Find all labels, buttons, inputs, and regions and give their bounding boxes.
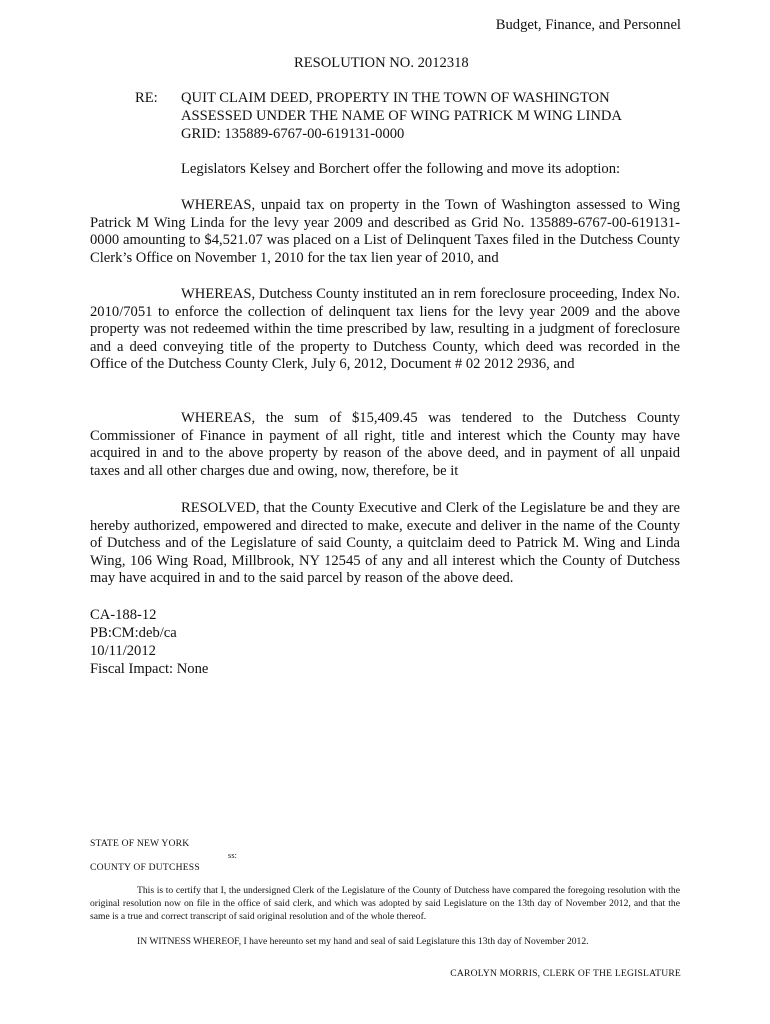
re-line-3: GRID: 135889-6767-00-619131-0000 [181,126,405,142]
cert-county: COUNTY OF DUTCHESS [90,862,200,873]
cert-ss: ss: [228,851,238,860]
whereas-paragraph-1: WHEREAS, unpaid tax on property in the Town of Washington assessed to Wing Patrick M Wing Linda for the levy year 2009 and described as Grid No. 135889-6767-00-619131-0000 amounting to $4,521.07 was placed on a List of Delinquent Taxes filed in the Dutchess County Clerk’s Office on November 1, 2010 for the tax lien year of 2010, and [90,197,680,266]
code-ca: CA-188-12 [90,607,157,623]
intro-line: Legislators Kelsey and Borchert offer the following and move its adoption: [181,161,621,177]
re-line-2: ASSESSED UNDER THE NAME OF WING PATRICK M WING LINDA [181,108,622,124]
re-label: RE: [135,90,158,106]
cert-witness: IN WITNESS WHEREOF, I have hereunto set my hand and seal of said Legislature this 13th day of November 2012. [137,936,589,947]
re-line-1: QUIT CLAIM DEED, PROPERTY IN THE TOWN OF WASHINGTON [181,90,610,106]
cert-text: This is to certify that I, the undersigned Clerk of the Legislature of the County of Dutchess have compared the foregoing resolution with the original resolution now on file in the office of said clerk, and which was adopted by said Legislature on the 13th day of November 2012, and that the same is a true and correct transcript of said original resolution and of the whole thereof. [90,885,680,922]
code-date: 10/11/2012 [90,643,156,659]
whereas-paragraph-2: WHEREAS, Dutchess County instituted an in rem foreclosure proceeding, Index No. 2010/7051 to enforce the collection of delinquent tax liens for the levy year 2009 and the above property was not redeemed within the time prescribed by law, resulting in a judgment of foreclosure and a deed conveying title of the property to Dutchess County, which deed was recorded in the Office of the Dutchess County Clerk, July 6, 2012, Document # 02 2012 2936, and [90,286,680,373]
committee-name: Budget, Finance, and Personnel [495,17,681,33]
clerk-signature: CAROLYN MORRIS, CLERK OF THE LEGISLATURE [450,968,681,979]
whereas-paragraph-3: WHEREAS, the sum of $15,409.45 was tendered to the Dutchess County Commissioner of Finance in payment of all right, title and interest which the County may have acquired in and to the above property by reason of the above deed, and in payment of all unpaid taxes and all other charges due and owing, now, therefore, be it [90,410,680,479]
resolution-number: RESOLUTION NO. 2012318 [294,55,469,71]
resolved-paragraph: RESOLVED, that the County Executive and Clerk of the Legislature be and they are hereby authorized, empowered and directed to make, execute and deliver in the name of the County of Dutchess and of the Legislature of said County, a quitclaim deed to Patrick M. Wing and Linda Wing, 106 Wing Road, Millbrook, NY 12545 of any and all interest which the County of Dutchess may have acquired in and to the said parcel by reason of the above deed. [90,500,680,587]
cert-state: STATE OF NEW YORK [90,838,190,849]
code-initials: PB:CM:deb/ca [90,625,177,641]
fiscal-impact: Fiscal Impact: None [90,661,209,677]
